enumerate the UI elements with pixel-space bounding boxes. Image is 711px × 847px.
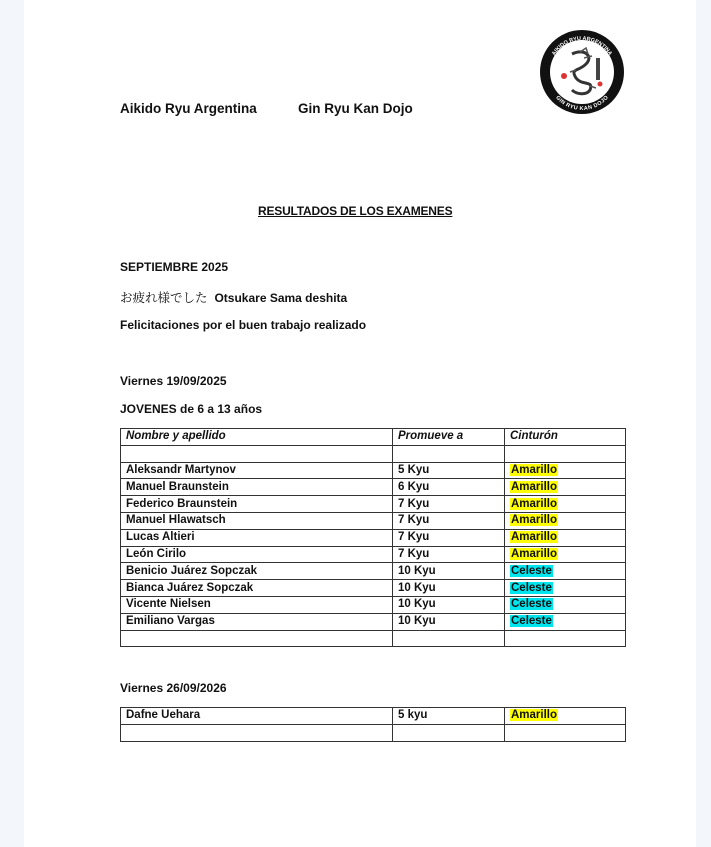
belt-color: Celeste <box>511 581 552 594</box>
student-grade: 10 Kyu <box>393 563 505 580</box>
table-row <box>121 546 626 563</box>
table-row <box>121 613 626 630</box>
student-name: Bianca Juárez Sopczak <box>121 580 393 597</box>
student-grade: 6 Kyu <box>393 479 505 496</box>
belt-color: Amarillo <box>511 531 558 544</box>
greeting-japanese: お疲れ様でした <box>120 290 208 305</box>
belt-color: Celeste <box>511 615 552 628</box>
belt-color: Amarillo <box>511 480 558 493</box>
student-name: León Cirilo <box>121 546 393 563</box>
dojo-name: Gin Ryu Kan Dojo <box>298 101 413 116</box>
student-name: Lucas Altieri <box>121 529 393 546</box>
belt-color: Amarillo <box>511 497 558 510</box>
student-name: Dafne Uehara <box>121 708 393 725</box>
column-header-name: Nombre y apellido <box>121 429 393 446</box>
table-row <box>121 708 626 725</box>
table-row <box>121 580 626 597</box>
table-row <box>121 496 626 513</box>
student-name: Manuel Braunstein <box>121 479 393 496</box>
document-page <box>24 0 696 847</box>
student-name: Vicente Nielsen <box>121 596 393 613</box>
belt-color: Amarillo <box>511 547 558 560</box>
congrats-line: Felicitaciones por el buen trabajo realizado <box>120 318 367 332</box>
dojo-logo <box>540 30 624 114</box>
table-row-empty <box>121 724 626 741</box>
student-grade: 5 Kyu <box>393 462 505 479</box>
belt-color: Amarillo <box>511 463 558 476</box>
column-header-belt: Cinturón <box>505 429 626 446</box>
results-table-1 <box>120 428 626 647</box>
table-row <box>121 462 626 479</box>
results-table-2 <box>120 707 626 742</box>
session1-group: JOVENES de 6 a 13 años <box>120 402 263 416</box>
greeting-line <box>120 288 347 306</box>
student-name: Benicio Juárez Sopczak <box>121 563 393 580</box>
table-row <box>121 529 626 546</box>
org-name: Aikido Ryu Argentina <box>120 101 257 116</box>
table-header-row <box>121 429 626 446</box>
student-name: Manuel Hlawatsch <box>121 512 393 529</box>
student-grade: 10 Kyu <box>393 580 505 597</box>
document-title: RESULTADOS DE LOS EXAMENES <box>258 204 453 218</box>
belt-color: Celeste <box>511 564 552 577</box>
table-row-empty <box>121 445 626 462</box>
belt-color: Celeste <box>511 598 552 611</box>
student-grade: 7 Kyu <box>393 546 505 563</box>
svg-text:GIN RYU KAN DOJO: GIN RYU KAN DOJO <box>554 94 610 113</box>
belt-color: Amarillo <box>511 709 558 722</box>
session2-date: Viernes 26/09/2026 <box>120 681 227 695</box>
table-row <box>121 563 626 580</box>
student-grade: 10 Kyu <box>393 613 505 630</box>
student-grade: 7 Kyu <box>393 512 505 529</box>
student-name: Aleksandr Martynov <box>121 462 393 479</box>
month-heading: SEPTIEMBRE 2025 <box>120 260 229 274</box>
table-row <box>121 479 626 496</box>
student-grade: 7 Kyu <box>393 496 505 513</box>
table-row-empty <box>121 630 626 647</box>
student-grade: 7 Kyu <box>393 529 505 546</box>
column-header-grade: Promueve a <box>393 429 505 446</box>
svg-text:AIKIDO RYU ARGENTINA: AIKIDO RYU ARGENTINA <box>551 35 613 57</box>
student-grade: 5 kyu <box>393 708 505 725</box>
session1-date: Viernes 19/09/2025 <box>120 374 227 388</box>
logo-ring-text <box>540 30 624 114</box>
student-grade: 10 Kyu <box>393 596 505 613</box>
belt-color: Amarillo <box>511 514 558 527</box>
student-name: Federico Braunstein <box>121 496 393 513</box>
table-row <box>121 512 626 529</box>
table-row <box>121 596 626 613</box>
greeting-romaji: Otsukare Sama deshita <box>214 291 348 305</box>
student-name: Emiliano Vargas <box>121 613 393 630</box>
